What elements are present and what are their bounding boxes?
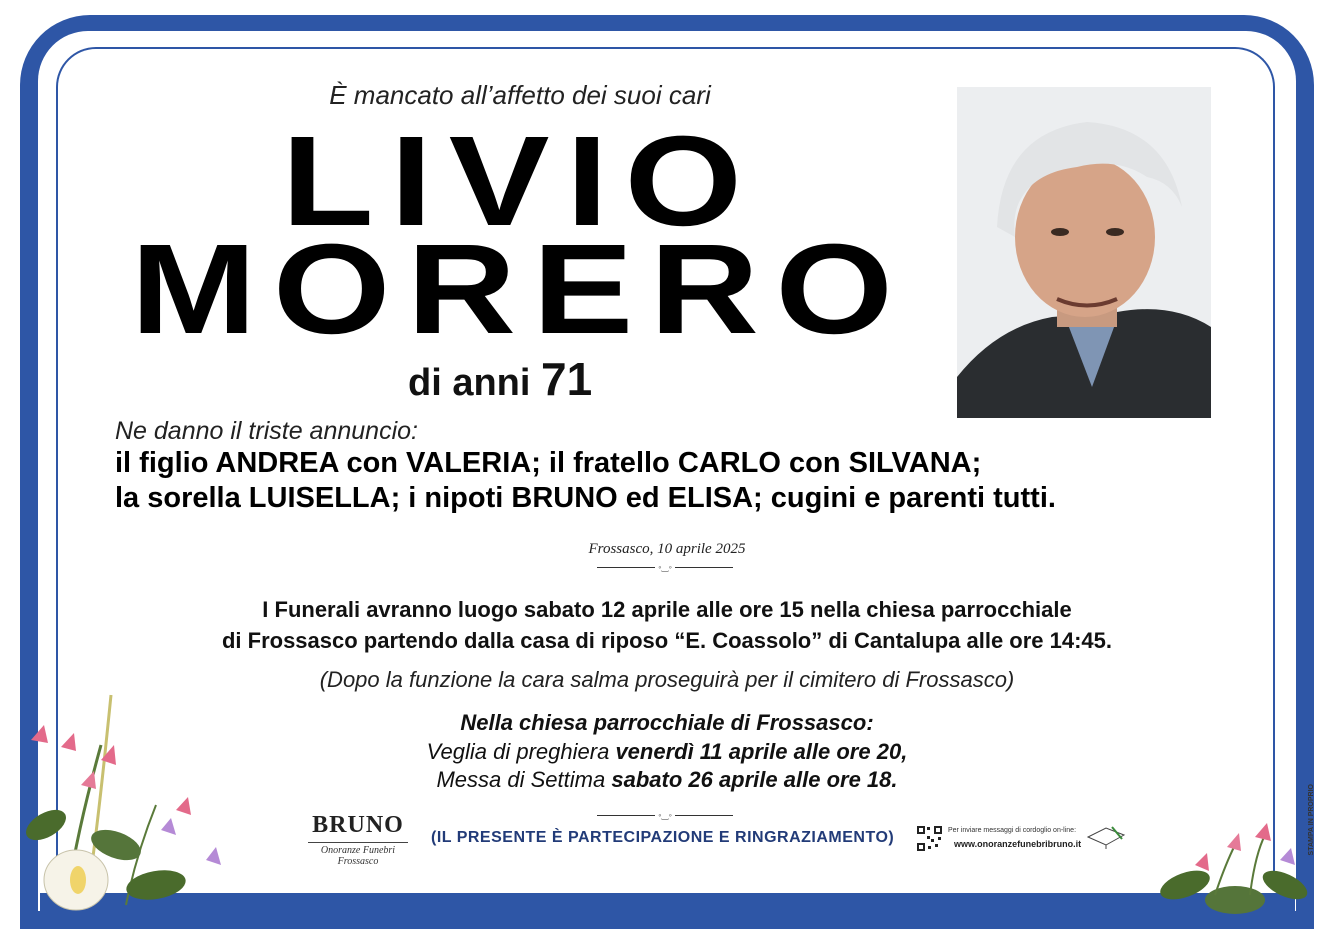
vigil-line-2-time: sabato 26 aprile alle ore 18. xyxy=(611,767,898,792)
flower-decoration-left xyxy=(16,685,236,925)
age xyxy=(408,352,592,406)
logo-brand: BRUNO xyxy=(312,812,404,838)
book-pen-icon xyxy=(1086,825,1126,851)
bruno-logo xyxy=(303,812,413,868)
participation-text: (IL PRESENTE È PARTECIPAZIONE E RINGRAZIAMENTO) xyxy=(431,829,895,846)
age-value: 71 xyxy=(541,353,593,405)
intro-text: È mancato all’affetto dei suoi cari xyxy=(329,80,711,110)
vigil-line-1-prefix: Veglia di preghiera xyxy=(426,739,610,764)
funeral-line-2: di Frossasco partendo dalla casa di riposo “E. Coassolo” di Cantalupa alle ore 14:45. xyxy=(221,628,1113,653)
portrait-photo xyxy=(957,87,1211,418)
flower-decoration-right xyxy=(1155,815,1315,930)
ornament-divider: ◦‿◦ xyxy=(597,563,733,573)
ornament-divider-bottom: ◦‿◦ xyxy=(597,811,733,821)
funeral-line-1: I Funerali avranno luogo sabato 12 aprile alle ore 15 nella chiesa parrocchiale xyxy=(262,597,1072,622)
logo-subtitle: Onoranze Funebri Frossasco xyxy=(320,845,396,867)
vigil-heading: Nella chiesa parrocchiale di Frossasco: xyxy=(460,710,874,735)
announcement-intro: Ne danno il triste annuncio: xyxy=(115,417,418,445)
last-name: MORERO xyxy=(130,218,910,361)
first-name: LIVIO xyxy=(281,110,759,253)
place-date: Frossasco, 10 aprile 2025 xyxy=(588,541,746,557)
funeral-note: (Dopo la funzione la cara salma proseguirà per il cimitero di Frossasco) xyxy=(319,667,1015,692)
vigil-line-2-prefix: Messa di Settima xyxy=(436,767,606,792)
vigil-line-1-time: venerdì 11 aprile alle ore 20, xyxy=(615,739,908,764)
side-print-note: STAMPA IN PROPRIO xyxy=(1308,784,1315,856)
announcement-line-1: il figlio ANDREA con VALERIA; il fratello CARLO con SILVANA; xyxy=(115,447,982,479)
announcement-line-2: la sorella LUISELLA; i nipoti BRUNO ed ELISA; cugini e parenti tutti. xyxy=(115,482,1056,514)
qr-code-icon[interactable] xyxy=(916,825,943,852)
web-url[interactable]: www.onoranzefunebribruno.it xyxy=(954,839,1082,849)
web-note: Per inviare messaggi di cordoglio on-line: xyxy=(948,827,1077,834)
age-label: di anni xyxy=(408,362,531,404)
